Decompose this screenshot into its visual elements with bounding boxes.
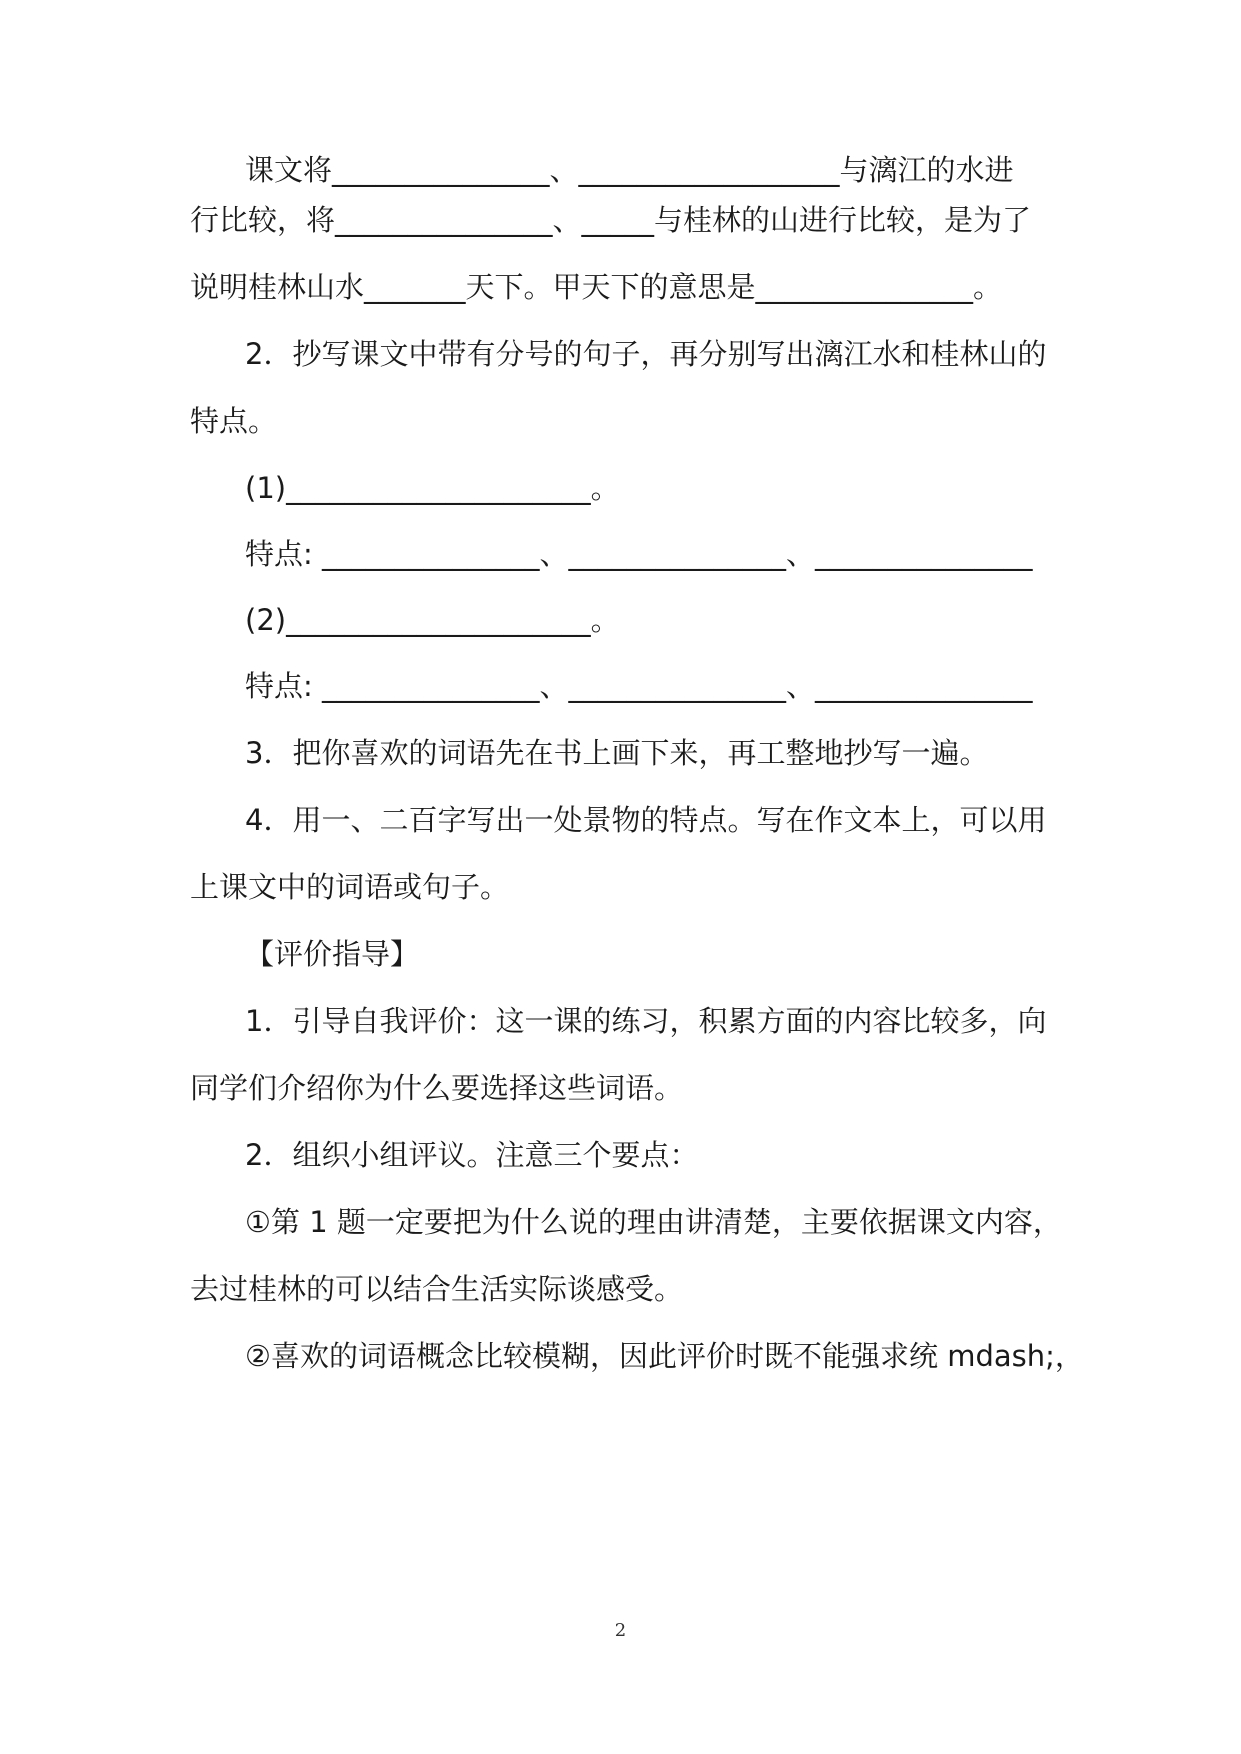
section-heading: 【评价指导】 — [245, 937, 420, 971]
question-3: 3．把你喜欢的词语先在书上画下来，再工整地抄写一遍。 — [245, 736, 989, 770]
answer-1-features: 特点: _______________、_______________、_______________ — [245, 537, 1033, 571]
text-line: 同学们介绍你为什么要选择这些词语。 — [190, 1071, 684, 1105]
answer-2-features: 特点: _______________、_______________、_______________ — [245, 669, 1033, 703]
text-line: 去过桂林的可以结合生活实际谈感受。 — [190, 1272, 684, 1306]
guide-item-1: 1．引导自我评价：这一课的练习，积累方面的内容比较多，向 — [245, 1004, 1047, 1038]
text-line: 说明桂林山水_______天下。甲天下的意思是_______________。 — [190, 270, 1003, 304]
guide-item-2: 2．组织小组评议。注意三个要点： — [245, 1138, 699, 1172]
page-number: 2 — [614, 1620, 627, 1641]
text-line: 行比较，将_______________、_____与桂林的山进行比较，是为了 — [190, 203, 1032, 237]
answer-2-blank: (2)_____________________。 — [245, 603, 620, 637]
text-line: 课文将_______________、__________________与漓江的水进 — [245, 153, 1014, 187]
question-4: 4．用一、二百字写出一处景物的特点。写在作文本上，可以用 — [245, 803, 1047, 837]
point-1: ①第 1 题一定要把为什么说的理由讲清楚，主要依据课文内容， — [245, 1205, 1062, 1239]
text-line: 上课文中的词语或句子。 — [190, 870, 510, 904]
answer-1-blank: (1)_____________________。 — [245, 471, 620, 505]
question-2: 2．抄写课文中带有分号的句子，再分别写出漓江水和桂林山的 — [245, 337, 1047, 371]
point-2: ②喜欢的词语概念比较模糊，因此评价时既不能强求统 mdash;， — [245, 1339, 1084, 1373]
text-line: 特点。 — [190, 404, 278, 438]
